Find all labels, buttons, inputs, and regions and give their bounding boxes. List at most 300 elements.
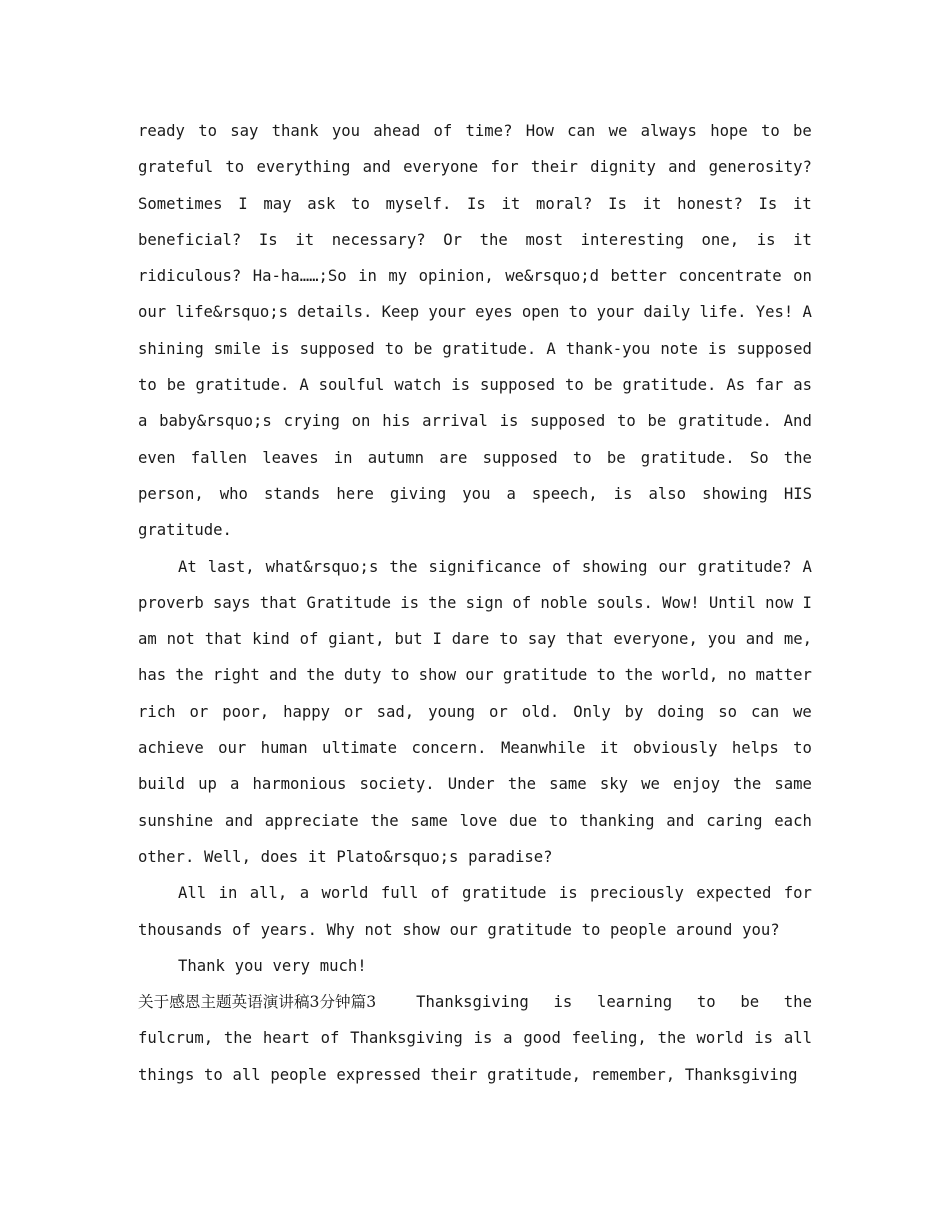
text-line <box>138 839 812 875</box>
text-line <box>138 948 812 984</box>
word: supposed <box>299 339 375 358</box>
word: it <box>307 847 327 866</box>
word: appreciate <box>264 811 359 830</box>
word: that <box>565 630 604 649</box>
word: and <box>666 811 695 830</box>
word: other. <box>138 847 195 866</box>
word: that <box>204 630 243 649</box>
word: the <box>733 775 762 794</box>
word: Well, <box>204 847 251 866</box>
word: to <box>138 376 157 395</box>
word: your <box>428 303 466 322</box>
word: ridiculous? <box>138 267 242 286</box>
word: the <box>624 666 653 685</box>
word: young <box>428 702 476 721</box>
word: duty <box>343 666 382 685</box>
text-line <box>138 258 812 294</box>
word: up <box>198 775 217 794</box>
word: you <box>707 630 736 649</box>
word: helps <box>731 739 779 758</box>
word: matter <box>755 666 812 685</box>
word: of <box>552 557 571 576</box>
word: Only <box>573 702 611 721</box>
word: be <box>593 376 613 395</box>
word: achieve <box>138 739 204 758</box>
word: harmonious <box>252 775 347 794</box>
word: same <box>549 775 587 794</box>
word: life. <box>699 303 747 322</box>
word: be <box>793 122 812 140</box>
word: fulcrum, <box>138 1029 214 1048</box>
word: of <box>232 920 251 939</box>
word: build <box>138 775 185 794</box>
word: you? <box>742 920 780 939</box>
word: the <box>657 1029 686 1048</box>
word: far <box>755 376 784 395</box>
word: by <box>624 702 644 721</box>
word: to <box>572 448 592 467</box>
text-line <box>138 1057 812 1093</box>
word: everyone, <box>613 630 698 649</box>
word: ready <box>138 122 185 140</box>
word: leaves <box>262 448 319 467</box>
word: interesting <box>580 230 684 249</box>
word: am <box>138 630 157 649</box>
word: is <box>707 339 727 358</box>
word: and <box>745 630 774 649</box>
word: we&rsquo;d <box>505 267 600 286</box>
text-line <box>138 657 812 693</box>
word: world <box>696 1029 744 1048</box>
text-line <box>138 113 812 149</box>
word: my <box>388 267 408 286</box>
word: world <box>321 884 369 903</box>
line-text <box>416 984 812 1020</box>
word: of <box>320 1029 340 1048</box>
word: doing <box>657 702 705 721</box>
word: to <box>499 630 518 649</box>
word: generosity? <box>708 158 812 177</box>
word: watch <box>394 376 442 395</box>
word: proverb <box>138 593 204 612</box>
word: kind <box>252 630 290 649</box>
word: me, <box>783 630 812 649</box>
word: Yes! <box>755 303 794 322</box>
word: all, <box>249 884 288 903</box>
word: How <box>525 122 554 140</box>
word: the <box>783 448 812 467</box>
word: And <box>783 412 812 431</box>
word: the <box>507 775 536 794</box>
word: shining <box>138 339 204 358</box>
word: for <box>783 884 812 903</box>
word: it <box>793 194 812 213</box>
word: Thanksgiving <box>416 993 529 1012</box>
word: or <box>343 702 363 721</box>
word: is <box>451 376 471 395</box>
word: not <box>364 920 393 939</box>
word: to <box>565 376 584 395</box>
text-line <box>138 440 812 476</box>
word: say <box>527 630 557 649</box>
word: here <box>336 484 374 503</box>
word: all <box>232 1065 261 1084</box>
word: necessary? <box>331 230 426 249</box>
word: dare <box>451 630 490 649</box>
word: it <box>295 230 315 249</box>
word: in <box>333 448 353 467</box>
word: to <box>351 194 370 213</box>
word: daily <box>643 303 691 322</box>
word: gratitude. <box>195 376 290 395</box>
word: their <box>430 1065 478 1084</box>
word: souls. <box>596 593 653 612</box>
word: it <box>599 739 619 758</box>
word: dignity <box>590 158 656 177</box>
word: Is <box>467 194 486 213</box>
word: of <box>299 630 319 649</box>
word: it <box>642 194 662 213</box>
word: All <box>178 884 207 903</box>
word: does <box>260 847 299 866</box>
word: beneficial? <box>138 230 242 249</box>
word: Or <box>443 230 463 249</box>
word: to <box>616 412 636 431</box>
word: is <box>558 884 578 903</box>
word: Thanksgiving <box>350 1029 463 1048</box>
word: so <box>718 702 738 721</box>
word: supposed <box>530 412 606 431</box>
word: people <box>610 920 667 939</box>
word: of <box>430 884 450 903</box>
word: the <box>306 666 335 685</box>
word: very <box>272 956 311 975</box>
word: everything <box>256 158 351 177</box>
word: can <box>750 702 780 721</box>
word: to <box>548 811 568 830</box>
word: the <box>370 811 399 830</box>
text-line <box>138 512 812 548</box>
word: that <box>259 593 298 612</box>
word: A <box>802 303 812 322</box>
word: of <box>512 593 532 612</box>
word: expressed <box>336 1065 421 1084</box>
word: Ha-ha……;So <box>252 267 347 286</box>
word: full <box>380 884 419 903</box>
word: can <box>567 122 596 140</box>
word: moral? <box>536 194 593 213</box>
word: the <box>223 1029 253 1048</box>
word: is <box>473 1029 493 1048</box>
word: to <box>696 993 716 1012</box>
word: world, <box>661 666 719 685</box>
word: to <box>204 1065 223 1084</box>
word: love <box>459 811 498 830</box>
word: much! <box>319 956 367 975</box>
word: each <box>774 811 812 830</box>
word: gratitude? <box>697 557 792 576</box>
word: gratitude <box>461 884 547 903</box>
word: soulful <box>318 376 385 395</box>
word: it <box>501 194 521 213</box>
word: show <box>418 666 457 685</box>
word: A <box>802 557 812 576</box>
word: person, <box>138 484 204 503</box>
word: to <box>198 122 217 140</box>
word: in <box>218 884 238 903</box>
word: thank <box>271 122 319 140</box>
text-line <box>138 1020 812 1056</box>
word: I <box>238 194 248 213</box>
word: as <box>793 376 812 395</box>
word: is <box>553 993 573 1012</box>
word: our <box>218 739 247 758</box>
word: the <box>479 230 508 249</box>
word: A <box>546 339 556 358</box>
word: gratitude. <box>622 376 717 395</box>
word: to <box>568 303 588 322</box>
word: be <box>166 376 186 395</box>
word: Sometimes <box>138 194 223 213</box>
word: or <box>189 702 209 721</box>
word: hope <box>710 122 748 140</box>
word: At <box>178 557 197 576</box>
word: life&rsquo;s <box>175 303 289 322</box>
word: concern. <box>411 739 487 758</box>
word: supposed <box>482 448 558 467</box>
word: say <box>230 122 259 140</box>
word: the <box>428 593 457 612</box>
word: sunshine <box>138 811 214 830</box>
word: in <box>358 267 377 286</box>
word: details. <box>297 303 373 322</box>
text-line <box>138 222 812 258</box>
text-line <box>138 621 812 657</box>
word: caring <box>706 811 763 830</box>
word: be <box>647 412 667 431</box>
word: our <box>658 557 687 576</box>
word: gratitude. <box>138 521 232 540</box>
word: learning <box>597 993 673 1012</box>
word: to <box>225 158 245 177</box>
word: a <box>503 1029 513 1048</box>
word: gratitude. <box>678 412 772 431</box>
word: grateful <box>138 158 214 177</box>
word: a <box>506 484 516 503</box>
word: Is <box>608 194 627 213</box>
word: thank-you <box>565 339 651 358</box>
word: be <box>606 448 626 467</box>
word: time? <box>465 122 513 140</box>
word: to <box>596 666 616 685</box>
text-line <box>138 149 812 185</box>
word: thousands <box>138 920 223 939</box>
word: our <box>138 303 167 322</box>
text-line <box>138 766 812 802</box>
word: what&rsquo;s <box>265 557 379 576</box>
word: sky <box>599 775 628 794</box>
word: gratitude <box>502 666 588 685</box>
word: everyone <box>403 158 479 177</box>
word: we <box>608 122 628 140</box>
word: giving <box>389 484 447 503</box>
section-heading: 关于感恩主题英语演讲稿3分钟篇3 <box>138 993 377 1012</box>
word: and <box>269 666 298 685</box>
word: Plato&rsquo;s <box>336 847 459 866</box>
word: you <box>234 956 263 975</box>
word: preciously <box>590 884 684 903</box>
word: Wow! <box>662 593 700 612</box>
word: same <box>774 775 812 794</box>
word: stands <box>263 484 321 503</box>
word: better <box>610 267 667 286</box>
word: Keep <box>381 303 420 322</box>
word: obviously <box>632 739 718 758</box>
word: and <box>362 158 391 177</box>
word: most <box>525 230 563 249</box>
word: years. <box>260 920 317 939</box>
word: last, <box>207 557 255 576</box>
word: same <box>410 811 448 830</box>
word: is <box>400 593 419 612</box>
word: sign <box>465 593 504 612</box>
word: Thanksgiving <box>684 1065 798 1084</box>
word: on <box>351 412 371 431</box>
word: feeling, <box>571 1029 647 1048</box>
word: significance <box>428 557 542 576</box>
word: we <box>793 702 812 721</box>
word: old. <box>521 702 560 721</box>
word: smile <box>213 339 261 358</box>
word: a <box>229 775 240 794</box>
word: ultimate <box>321 739 398 758</box>
word: rich <box>138 702 176 721</box>
text-line <box>138 875 812 911</box>
word: society. <box>359 775 435 794</box>
text-line <box>138 403 812 439</box>
word: note <box>660 339 698 358</box>
word: people <box>270 1065 327 1084</box>
word: remember, <box>590 1065 676 1084</box>
word: one, <box>701 230 740 249</box>
word: is <box>613 484 633 503</box>
word: enjoy <box>673 775 720 794</box>
word: Is <box>258 230 278 249</box>
word: giant, <box>328 630 385 649</box>
heading-gap <box>376 984 416 1020</box>
word: it <box>793 230 812 249</box>
word: arrival <box>422 412 488 431</box>
text-line <box>138 912 812 948</box>
text-line <box>138 476 812 512</box>
text-line <box>138 331 812 367</box>
word: showing <box>581 557 648 576</box>
word: has <box>138 666 167 685</box>
word: good <box>523 1029 561 1048</box>
word: supposed <box>479 376 556 395</box>
word: to <box>761 122 780 140</box>
word: gratitude <box>487 920 572 939</box>
word: the <box>783 993 812 1012</box>
word: open <box>521 303 560 322</box>
word: eyes <box>475 303 513 322</box>
text-line <box>138 984 812 1020</box>
word: even <box>138 448 176 467</box>
word: always <box>640 122 697 140</box>
word: are <box>439 448 468 467</box>
word: things <box>138 1065 195 1084</box>
word: As <box>726 376 746 395</box>
text-line <box>138 549 812 585</box>
word: show <box>402 920 440 939</box>
document-page <box>138 113 812 1093</box>
word: or <box>489 702 508 721</box>
word: to <box>793 739 812 758</box>
text-line <box>138 585 812 621</box>
word: to <box>581 920 601 939</box>
word: A <box>299 376 309 395</box>
word: gratitude. <box>442 339 537 358</box>
word: poor, <box>222 702 270 721</box>
word: Under <box>447 775 495 794</box>
word: we <box>641 775 660 794</box>
word: our <box>449 920 478 939</box>
word: paradise? <box>468 847 553 866</box>
text-line <box>138 186 812 222</box>
word: for <box>490 158 519 177</box>
text-line <box>138 803 812 839</box>
text-line <box>138 730 812 766</box>
word: his <box>382 412 411 431</box>
word: their <box>530 158 578 177</box>
word: gratitude, <box>487 1065 582 1084</box>
word: autumn <box>367 448 425 467</box>
word: you <box>462 484 491 503</box>
word: heart <box>262 1029 310 1048</box>
word: myself. <box>385 194 452 213</box>
word: Thank <box>178 956 225 975</box>
word: human <box>260 739 308 758</box>
word: may <box>263 194 292 213</box>
word: right <box>212 666 260 685</box>
word: you <box>331 122 361 140</box>
word: due <box>508 811 538 830</box>
word: now <box>765 593 794 612</box>
word: to <box>384 339 404 358</box>
word: honest? <box>677 194 743 213</box>
word: Is <box>758 194 778 213</box>
word: happy <box>283 702 331 721</box>
word: our <box>465 666 494 685</box>
word: Gratitude <box>306 593 391 612</box>
word: but <box>394 630 423 649</box>
word: who <box>219 484 248 503</box>
word: of <box>433 122 453 140</box>
word: around <box>676 920 733 939</box>
word: baby&rsquo;s <box>159 412 272 431</box>
word: is <box>499 412 519 431</box>
word: fallen <box>190 448 248 467</box>
word: is <box>756 230 776 249</box>
word: I <box>432 630 442 649</box>
word: not <box>166 630 195 649</box>
word: and <box>668 158 697 177</box>
word: says <box>212 593 251 612</box>
word: is <box>754 1029 774 1048</box>
word: your <box>596 303 635 322</box>
word: expected <box>696 884 772 903</box>
word: no <box>727 666 747 685</box>
